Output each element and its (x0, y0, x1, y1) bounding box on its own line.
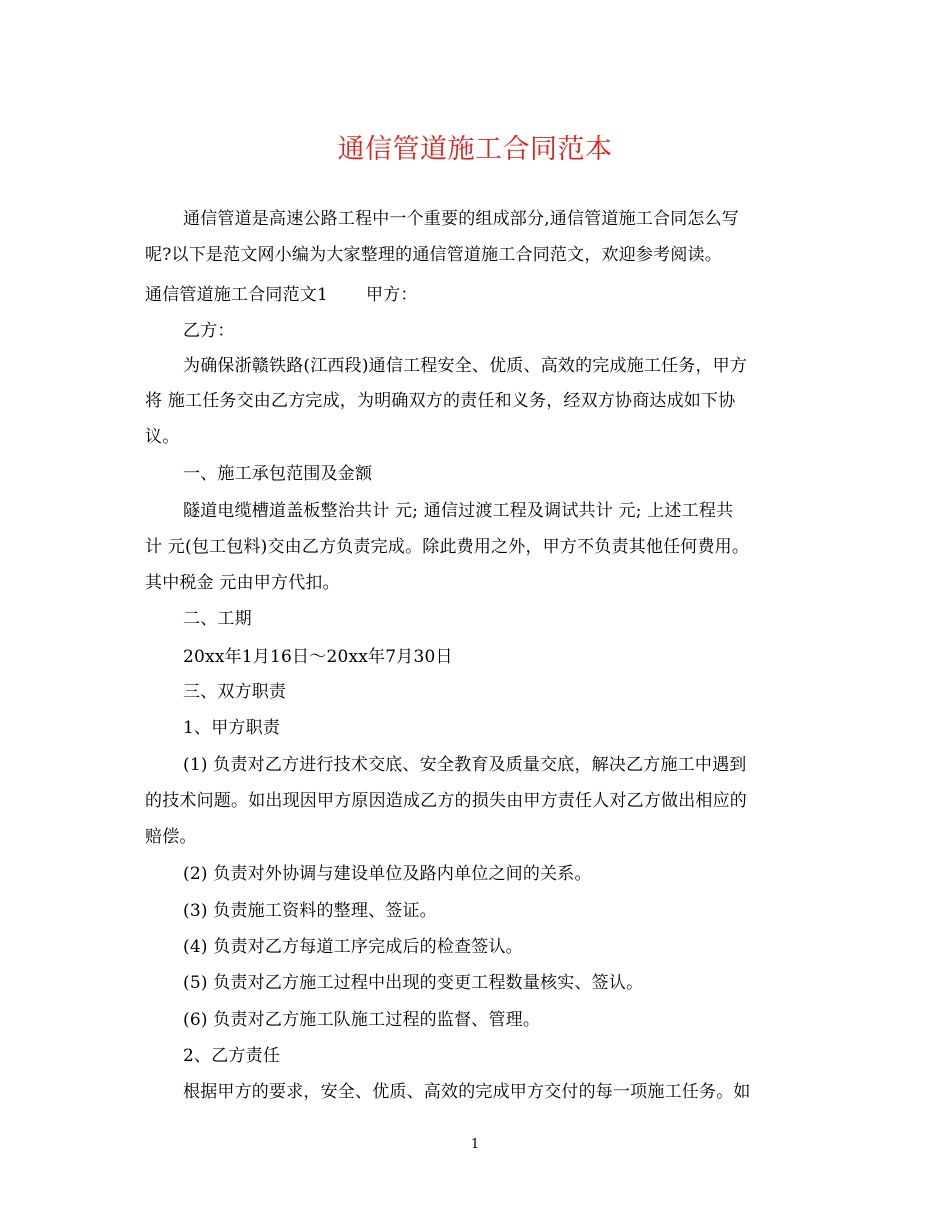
preamble-line-3: 议。 (145, 427, 180, 447)
duty-1-line-2: 的技术问题。如出现因甲方原因造成乙方的损失由甲方责任人对乙方做出相应的 (145, 791, 747, 811)
duty-2: (2) 负责对外协调与建设单位及路内单位之间的关系。 (183, 864, 592, 884)
page-number: 1 (470, 1137, 480, 1152)
duty-5: (5) 负责对乙方施工过程中出现的变更工程数量核实、签认。 (183, 973, 644, 993)
section-heading-1: 一、施工承包范围及金额 (183, 464, 373, 484)
party-b-label: 乙方： (183, 321, 235, 341)
sample-heading: 通信管道施工合同范文1 (145, 285, 329, 305)
intro-line-1: 通信管道是高速公路工程中一个重要的组成部分,通信管道施工合同怎么写 (183, 209, 740, 229)
document-title: 通信管道施工合同范本 (337, 134, 613, 165)
duty-1-line-3: 赔偿。 (145, 827, 197, 847)
intro-line-2: 呢?以下是范文网小编为大家整理的通信管道施工合同范文，欢迎参考阅读。 (145, 245, 722, 265)
preamble-line-1: 为确保浙赣铁路(江西段)通信工程安全、优质、高效的完成施工任务，甲方 (183, 356, 748, 376)
sample-heading-row (145, 284, 805, 306)
scope-line-2: 计 元(包工包料)交由乙方负责完成。除此费用之外，甲方不负责其他任何费用。 (145, 537, 750, 557)
duty-3: (3) 负责施工资料的整理、签证。 (183, 901, 437, 921)
scope-line-1: 隧道电缆槽道盖板整治共计 元; 通信过渡工程及调试共计 元; 上述工程共 (183, 501, 734, 521)
duty-4: (4) 负责对乙方每道工序完成后的检查签认。 (183, 937, 523, 957)
party-b-duties-heading: 2、乙方责任 (183, 1046, 281, 1066)
section-heading-2: 二、工期 (183, 609, 252, 629)
scope-line-3: 其中税金 元由甲方代扣。 (145, 573, 340, 593)
party-a-label: 甲方： (366, 285, 418, 305)
section-heading-3: 三、双方职责 (183, 682, 287, 702)
schedule-line: 20xx年1月16日～20xx年7月30日 (183, 647, 453, 667)
duty-6: (6) 负责对乙方施工队施工过程的监督、管理。 (183, 1010, 541, 1030)
preamble-line-2: 将 施工任务交由乙方完成，为明确双方的责任和义务，经双方协商达成如下协 (145, 391, 736, 411)
duty-1-line-1: (1) 负责对乙方进行技术交底、安全教育及质量交底，解决乙方施工中遇到 (183, 755, 747, 775)
party-b-duty-line-1: 根据甲方的要求，安全、优质、高效的完成甲方交付的每一项施工任务。如 (183, 1082, 751, 1102)
party-a-duties-heading: 1、甲方职责 (183, 718, 281, 738)
